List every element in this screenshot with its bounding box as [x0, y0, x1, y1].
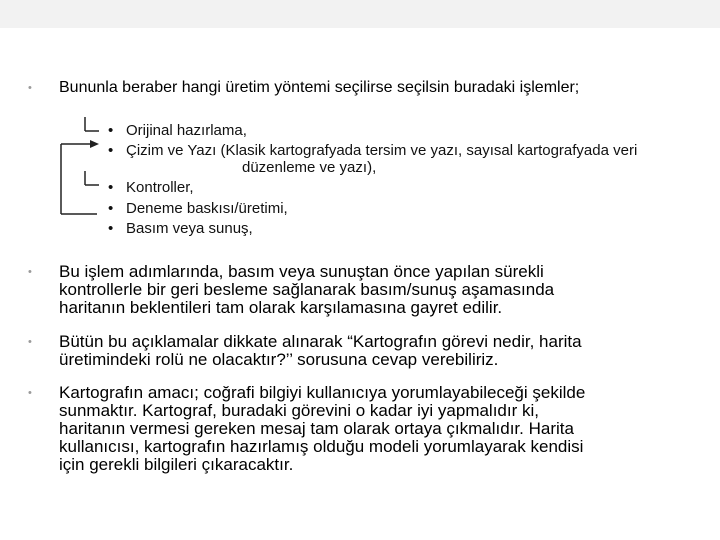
paragraph-text [59, 263, 554, 317]
paragraph-line: Kartografın amacı; coğrafi bilgiyi kullanıcıya yorumlayabileceği şekilde [59, 383, 586, 402]
paragraph-line: haritanın vermesi gereken mesaj tam olarak ortaya çıkmalıdır. Harita [59, 419, 574, 438]
figure-item-text: Çizim ve Yazı (Klasik kartografyada tersim ve yazı, sayısal kartografyada veri [126, 142, 638, 159]
figure-item-text: Orijinal hazırlama, [126, 122, 247, 139]
figure-bullet: • [108, 142, 114, 159]
paragraph-line: Bu işlem adımlarında, basım veya sunuştan önce yapılan sürekli [59, 262, 544, 281]
figure-bullet: • [108, 200, 114, 217]
feedback-arrow-diagram [55, 115, 115, 245]
paragraph-text [59, 384, 585, 474]
paragraph-line: sunmaktır. Kartograf, buradaki görevini o kadar iyi yapmalıdır ki, [59, 401, 539, 420]
bullet-marker: • [28, 387, 32, 399]
paragraph-line: kontrollerle bir geri besleme sağlanarak basım/sunuş aşamasında [59, 280, 555, 299]
figure-bullet: • [108, 220, 114, 237]
arrow-head-icon [90, 140, 99, 148]
paragraph-line: Bütün bu açıklamalar dikkate alınarak “Kartografın görevi nedir, harita [59, 332, 582, 351]
figure-item-text: Basım veya sunuş, [126, 220, 253, 237]
figure-item-continuation: düzenleme ve yazı), [242, 159, 377, 176]
paragraph-line: kullanıcısı, kartografın hazırlamış olduğu modeli yorumlayarak kendisi [59, 437, 584, 456]
process-figure [55, 115, 705, 245]
top-band [0, 0, 720, 28]
intro-text: Bununla beraber hangi üretim yöntemi seçilirse seçilsin buradaki işlemler; [59, 79, 580, 96]
figure-item-text: Kontroller, [126, 179, 194, 196]
paragraph-line: haritanın beklentileri tam olarak karşılamasına gayret edilir. [59, 298, 503, 317]
paragraph-line: için gerekli bilgileri çıkaracaktır. [59, 455, 294, 474]
bullet-marker: • [28, 266, 32, 278]
paragraph-line: üretimindeki rolü ne olacaktır?’’ sorusuna cevap verebiliriz. [59, 350, 499, 369]
paragraph-text [59, 333, 582, 369]
bullet-marker: • [28, 336, 32, 348]
figure-item-text: Deneme baskısı/üretimi, [126, 200, 288, 217]
figure-bullet: • [108, 179, 114, 196]
figure-bullet: • [108, 122, 114, 139]
bullet-marker: • [28, 82, 32, 94]
